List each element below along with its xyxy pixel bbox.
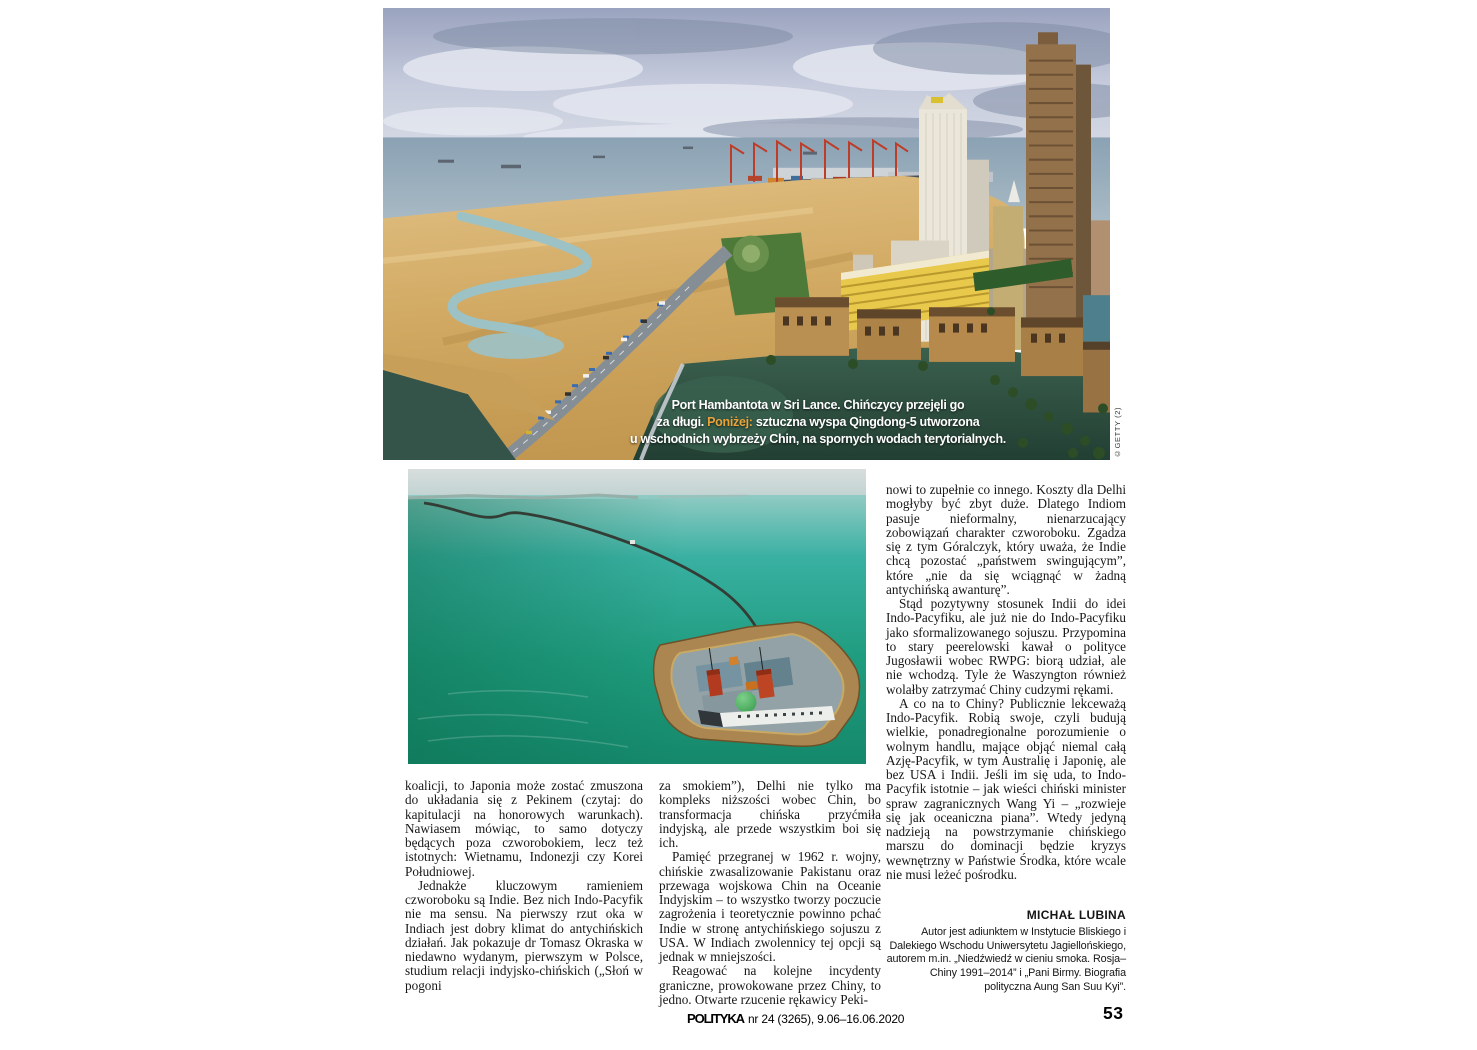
sky bbox=[408, 469, 866, 495]
island bbox=[654, 622, 860, 746]
photo-port-hambantota bbox=[383, 8, 1110, 460]
storage-sphere bbox=[736, 692, 757, 713]
author-name: MICHAŁ LUBINA bbox=[1026, 908, 1126, 922]
paragraph: Stąd pozytywny stosunek Indii do idei Indo-Pacyfiku, ale już nie do Indo-Pacyfiku jako sformalizowanego sojuszu. Przypomina to stary peerelowski kawał o polityce Jugosławii wobec RWPG: biorą udział, ale nie wchodzą. Tyle że Waszyngton również wolałby zatrzymać Chiny cudzymi rękami. bbox=[886, 596, 1126, 697]
paragraph: nowi to zupełnie co innego. Koszty dla Delhi mogłyby być zbyt duże. Dlatego Indiom pasuje nieformalny, nienarzucający zobowiązań charakter czworoboku. Zgadza się z tym Góralczyk, który uważa, że Indie chcą pozostać „państwem swingującym”, które „nie da się wciągnąć w żadną antychińską awanturę”. bbox=[886, 482, 1126, 597]
paragraph: za smokiem”), Delhi nie tylko ma kompleks niższości wobec Chin, bo transformacja chińska przyćmiła indyjską, ale przede wszystkim boi się ich. bbox=[659, 778, 881, 850]
paragraph: Jednakże kluczowym ramieniem czworoboku są Indie. Bez nich Indo-Pacyfik nie ma sensu. Na pierwszy rzut oka w Indiach jest dobry klimat do antychińskich działań. Jak pokazuje dr Tomasz Okraska w niedawno wydanym, pierwszym w Polsce, studium relacji indyjsko-chińskich („Słoń w pogoni bbox=[405, 877, 643, 993]
author-block bbox=[886, 908, 1126, 994]
page-number: 53 bbox=[1103, 1003, 1124, 1023]
photo-qingdong-island bbox=[408, 469, 866, 764]
hambantota-photo-illustration bbox=[383, 8, 1110, 460]
caption-line-2-start: za długi. bbox=[656, 415, 708, 429]
photo-caption bbox=[558, 397, 1078, 448]
causeway-platform bbox=[630, 540, 635, 544]
paragraph: Reagować na kolejne incydenty graniczne, prowokowane przez Chiny, to jedno. Otwarte rzucenie rękawicy Peki- bbox=[659, 963, 881, 1007]
paragraph: A co na to Chiny? Publicznie lekceważą Indo-Pacyfik. Robią swoje, czyli budują wielkie, ponadregionalne porozumienie o wolnym handlu, mające objąć niemal całą Azję-Pacyfik, w tym Australię i Japonię, ale bez USA i Indii. Jeśli im się uda, to Indo-Pacyfik istotnie – jak wieści chiński minister spraw zagranicznych Wang Yi – „rozwieje się jak oceaniczna piana”. Wtedy jedyną nadzieją na powstrzymanie chińskiego marszu do dominacji będzie kryzys wewnętrzny w Państwie Środka, które wcale nie musi leżeć pośrodku. bbox=[886, 695, 1126, 882]
caption-line-1: Port Hambantota w Sri Lance. Chińczycy przejęli go bbox=[671, 398, 965, 412]
caption-highlight: Poniżej: bbox=[707, 415, 753, 429]
article-column-middle bbox=[659, 779, 881, 1007]
caption-line-2 bbox=[558, 414, 1078, 431]
paragraph: Pamięć przegranej w 1962 r. wojny, chińskie zwasalizowanie Pakistanu oraz przewaga wojskowa Chin na Oceanie Indyjskim – to wszystko tworzy poczucie zagrożenia i teoretycznie powinno pchać Indie w stronę antychińskiego sojuszu z USA. W Indiach zwolennicy tej opcji są jednak w mniejszości. bbox=[659, 849, 881, 964]
photo-credit: ©GETTY (2) bbox=[1113, 406, 1122, 458]
paragraph: koalicji, to Japonia może zostać zmuszona do układania się z Pekinem (czytaj: do kapitulacji na honorowych warunkach). Nawiasem mówiąc, to samo dotyczy będących poza czworobokiem, lecz też istotnych: Wietnamu, Indonezji czy Korei Południowej. bbox=[405, 778, 643, 879]
caption-line-3: u wschodnich wybrzeży Chin, na spornych wodach terytorialnych. bbox=[630, 432, 1006, 446]
article-column-right bbox=[886, 483, 1126, 994]
issue-info: nr 24 (3265), 9.06–16.06.2020 bbox=[747, 1012, 905, 1026]
author-bio: Autor jest adiunktem w Instytucie Bliskiego i Dalekiego Wschodu Uniwersytetu Jagiellońskiego, autorem m.in. „Niedźwiedź w cieniu smoka. Rosja–Chiny 1991–2014” i „Pani Birmy. Biografia polityczna Aung San Suu Kyi”. bbox=[886, 926, 1126, 993]
magazine-logo: POLITYKA bbox=[687, 1011, 744, 1026]
footer bbox=[687, 1010, 904, 1028]
qingdong-photo-illustration bbox=[408, 469, 866, 764]
caption-line-2-end: sztuczna wyspa Qingdong-5 utworzona bbox=[752, 415, 980, 429]
article-column-left bbox=[405, 779, 643, 993]
